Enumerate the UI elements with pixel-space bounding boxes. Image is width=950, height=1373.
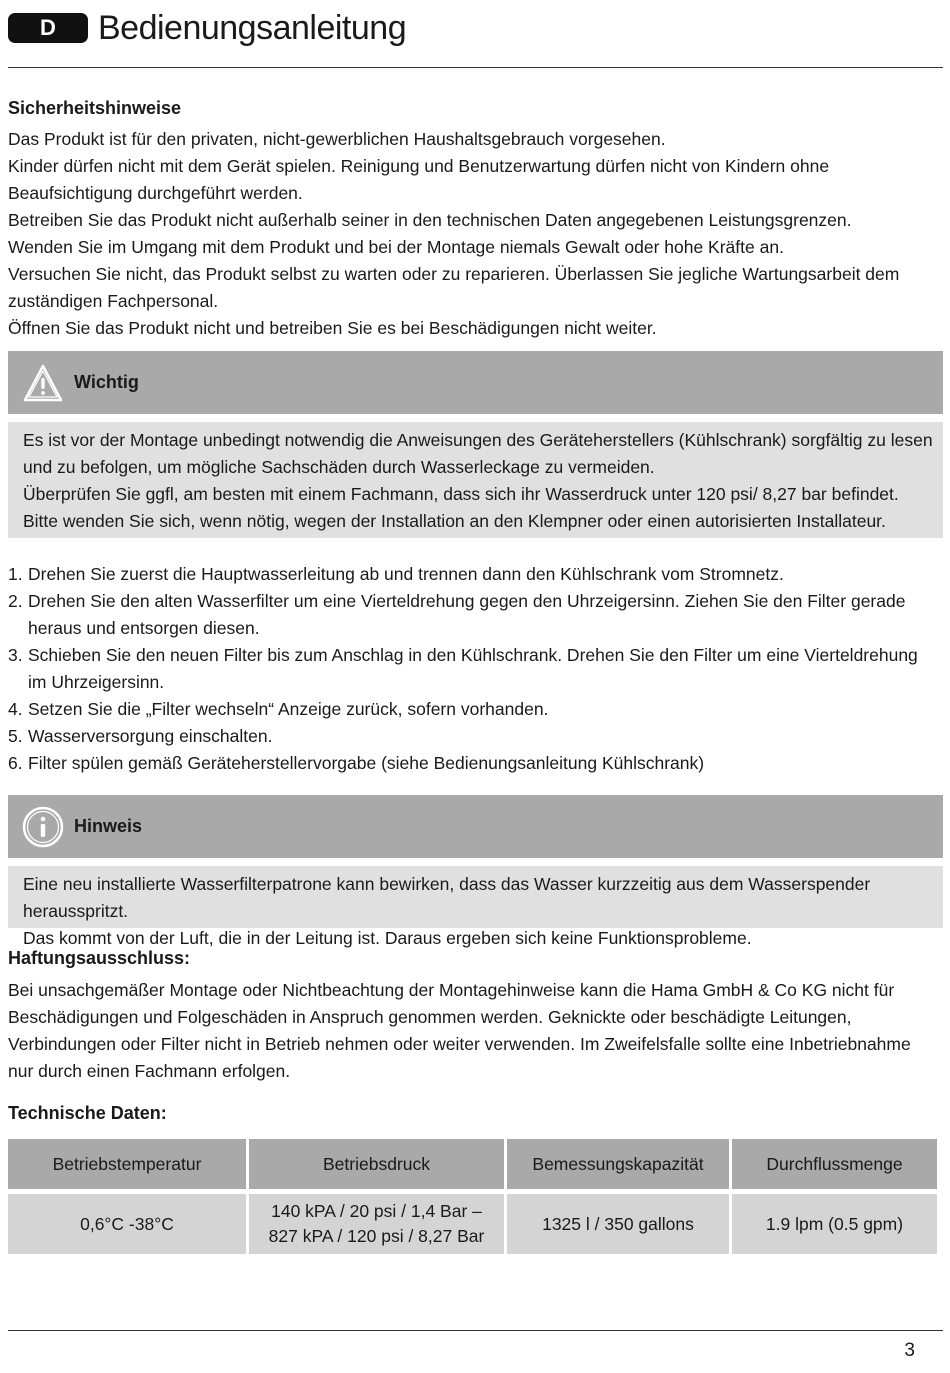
page-title: Bedienungsanleitung <box>98 8 407 47</box>
note-text: Eine neu installierte Wasserfilterpatrone kann bewirken, dass das Wasser kurzzeitig aus dem Wasserspender herausspritzt. <box>23 874 871 921</box>
warning-header <box>8 351 943 414</box>
column-header: Durchflussmenge <box>732 1139 937 1189</box>
warning-text: Bitte wenden Sie sich, wenn nötig, wegen der Installation an den Klempner oder einen autorisierten Installateur. <box>23 511 886 531</box>
list-item: 6. Filter spülen gemäß Geräteherstellervorgabe (siehe Bedienungsanleitung Kühlschrank) <box>8 753 705 773</box>
list-item: 1. Drehen Sie zuerst die Hauptwasserleitung ab und trennen dann den Kühlschrank vom Stromnetz. <box>8 564 784 584</box>
liability-section <box>8 945 938 1085</box>
safety-line: Wenden Sie im Umgang mit dem Produkt und bei der Montage niemals Gewalt oder hohe Kräfte an. <box>8 237 784 257</box>
steps-section <box>8 561 938 777</box>
flow-value: 1.9 lpm (0.5 gpm) <box>732 1194 937 1254</box>
info-icon <box>22 806 64 848</box>
page-header <box>8 10 406 46</box>
note-text: Das kommt von der Luft, die in der Leitung ist. Daraus ergeben sich keine Funktionsprobleme. <box>23 928 752 948</box>
list-item: 4. Setzen Sie die „Filter wechseln“ Anzeige zurück, sofern vorhanden. <box>8 699 549 719</box>
language-badge: D <box>8 13 88 43</box>
specs-section <box>8 1100 938 1127</box>
safety-line: Öffnen Sie das Produkt nicht und betreiben Sie es bei Beschädigungen nicht weiter. <box>8 318 657 338</box>
warning-text: Es ist vor der Montage unbedingt notwendig die Anweisungen des Geräteherstellers (Kühlschrank) sorgfältig zu lesen und zu befolgen, um mögliche Sachschäden durch Wasserleckage zu vermeiden. <box>23 430 933 477</box>
column-header: Betriebstemperatur <box>8 1139 246 1189</box>
safety-heading: Sicherheitshinweise <box>8 98 182 118</box>
note-label: Hinweis <box>74 816 143 836</box>
column-header: Bemessungskapazität <box>507 1139 729 1189</box>
warning-text: Überprüfen Sie ggfl, am besten mit einem Fachmann, dass sich ihr Wasserdruck unter 120 psi/ 8,27 bar befindet. <box>23 484 899 504</box>
list-item: 5. Wasserversorgung einschalten. <box>8 726 273 746</box>
safety-line: Betreiben Sie das Produkt nicht außerhalb seiner in den technischen Daten angegebenen Leistungsgrenzen. <box>8 210 852 230</box>
specs-heading: Technische Daten: <box>8 1103 167 1123</box>
temperature-value: 0,6°C -38°C <box>8 1194 246 1254</box>
liability-heading: Haftungsausschluss: <box>8 948 191 968</box>
safety-section <box>8 95 938 342</box>
table-row <box>8 1194 937 1254</box>
safety-line: Versuchen Sie nicht, das Produkt selbst zu warten oder zu reparieren. Überlassen Sie jegliche Wartungsarbeit dem zuständigen Fachpersonal. <box>8 264 900 311</box>
specs-table <box>5 1139 940 1254</box>
list-item: 3. Schieben Sie den neuen Filter bis zum Anschlag in den Kühlschrank. Drehen Sie den Filter um eine Vierteldrehung im Uhrzeigersinn. <box>8 645 918 692</box>
header-divider <box>8 67 943 68</box>
footer-divider <box>8 1330 943 1331</box>
note-body <box>8 866 943 948</box>
warning-label: Wichtig <box>74 372 139 392</box>
safety-line: Das Produkt ist für den privaten, nicht-gewerblichen Haushaltsgebrauch vorgesehen. <box>8 129 666 149</box>
steps-list <box>8 561 938 777</box>
warning-triangle-icon <box>22 362 64 404</box>
page-number: 3 <box>904 1340 915 1361</box>
liability-text: Bei unsachgemäßer Montage oder Nichtbeachtung der Montagehinweise kann die Hama GmbH & Co KG nicht für Beschädigungen und Folgeschäden in Anspruch genommen werden. Geknickte oder beschädigte Leitungen, Verbindungen oder Filter nicht in Betrieb nehmen oder weiter verwenden. Im Zweifelsfalle sollte eine Inbetriebnahme nur durch einen Fachmann erfolgen. <box>8 980 911 1081</box>
table-header-row <box>8 1139 937 1189</box>
warning-body <box>8 422 943 538</box>
note-header <box>8 795 943 858</box>
capacity-value: 1325 l / 350 gallons <box>507 1194 729 1254</box>
pressure-value: 140 kPA / 20 psi / 1,4 Bar – 827 kPA / 120 psi / 8,27 Bar <box>249 1194 504 1254</box>
list-item: 2. Drehen Sie den alten Wasserfilter um eine Vierteldrehung gegen den Uhrzeigersinn. Ziehen Sie den Filter gerade heraus und entsorgen diesen. <box>8 591 906 638</box>
safety-line: Kinder dürfen nicht mit dem Gerät spielen. Reinigung und Benutzerwartung dürfen nicht von Kindern ohne Beaufsichtigung durchgeführt werden. <box>8 156 830 203</box>
column-header: Betriebsdruck <box>249 1139 504 1189</box>
